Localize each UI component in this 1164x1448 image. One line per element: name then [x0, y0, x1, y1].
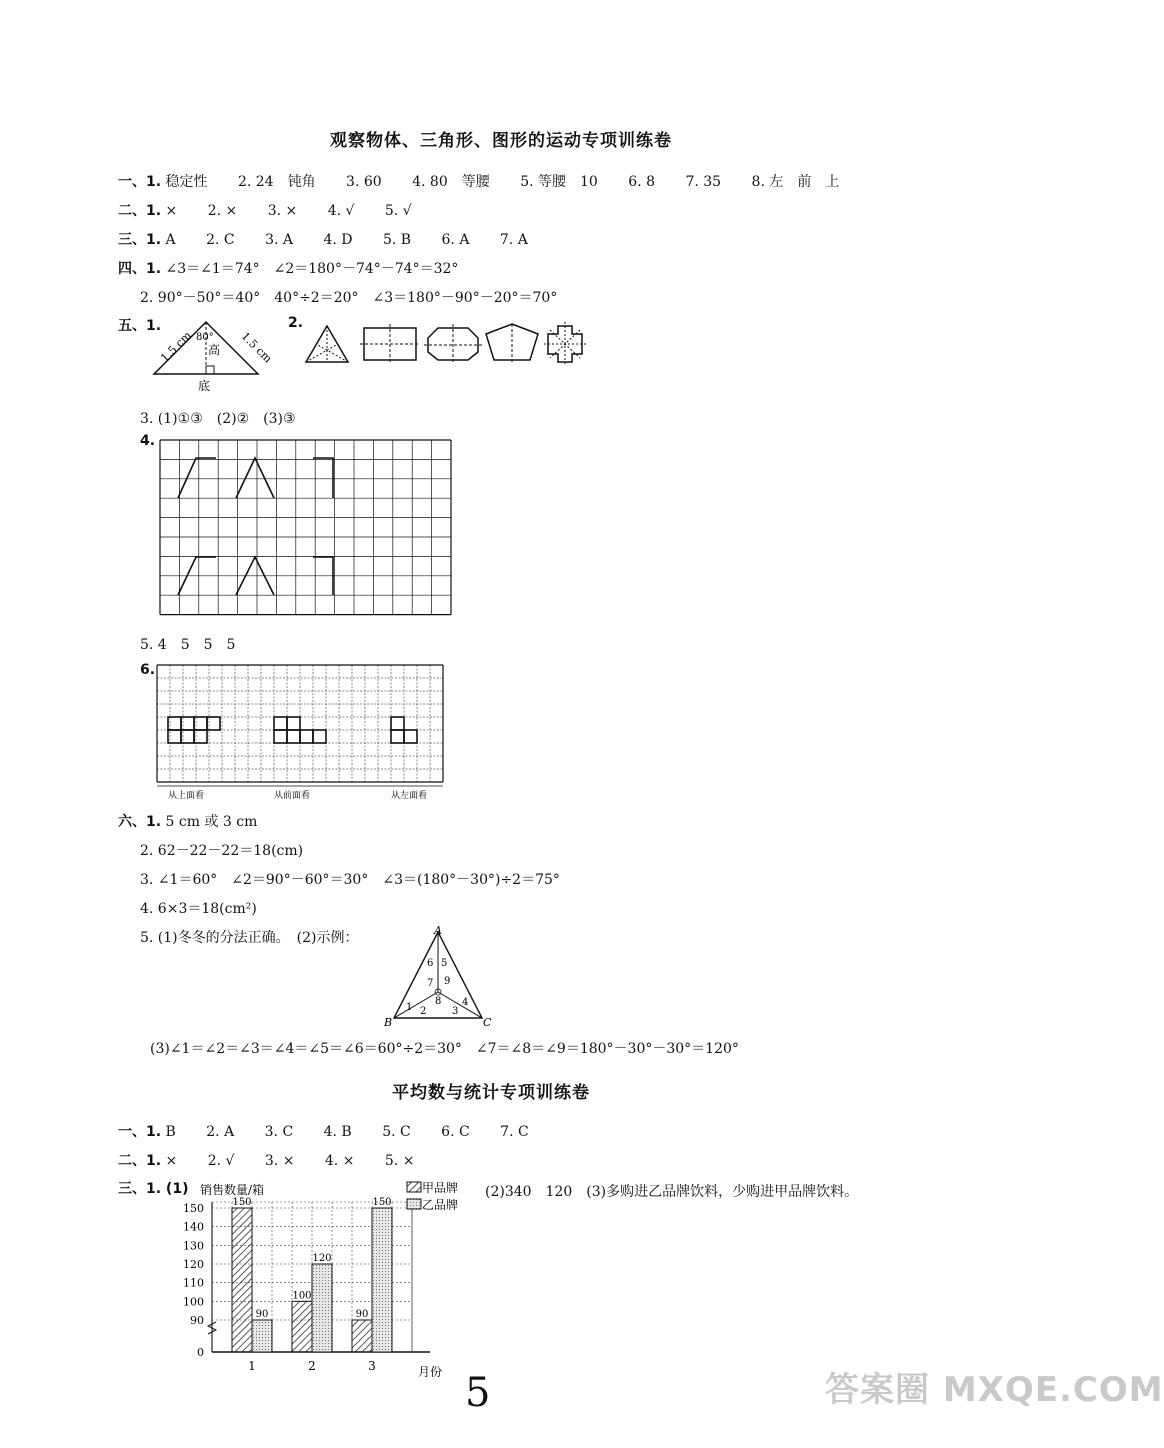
shape-top-left	[178, 458, 216, 498]
chart-ytick: 0	[197, 1346, 204, 1359]
chart-bar-label: 120	[312, 1253, 332, 1264]
legend-label-yi: 乙品牌	[422, 1198, 459, 1212]
s2-q1-label: 一、1.	[118, 1124, 162, 1140]
chart-ytick: 150	[183, 1202, 204, 1215]
s2-q1-item: 3. C	[264, 1124, 294, 1140]
tri-right-label: 1.5 cm	[238, 329, 275, 366]
star-triangle-shape	[306, 326, 348, 362]
triangle-figure	[150, 318, 275, 396]
chart-ylabel: 销售数量/箱	[200, 1183, 265, 1197]
legend-swatch-jia	[407, 1182, 421, 1192]
s1-q5-sub2: 2.	[288, 315, 304, 331]
chart-ytick: 100	[183, 1295, 204, 1309]
angle-6: 6	[427, 958, 434, 969]
s1-q3-label: 三、1.	[118, 232, 162, 248]
s1-q4-line2: 2. 90°－50°＝40° 40°÷2＝20° ∠3＝180°－90°－20°＝70°	[140, 290, 558, 306]
pentagon-shape	[486, 324, 538, 364]
tri-height-label: 高	[208, 343, 221, 357]
s1-q5-sub3: 3. (1)①③ (2)② (3)③	[140, 411, 296, 427]
s1-q1-item: 2. 24 钝角	[237, 174, 316, 190]
view-front-blocks	[274, 717, 326, 743]
s1-q6-line4: 4. 6×3＝18(cm²)	[140, 901, 257, 917]
chart-bar-label: 150	[372, 1197, 392, 1208]
s1-q6-line2: 2. 62－22－22＝18(cm)	[140, 843, 304, 859]
shape-top-right	[313, 458, 333, 498]
vertex-b: B	[384, 1016, 393, 1029]
s1-q6-line3: 3. ∠1＝60° ∠2＝90°－60°＝30° ∠3＝(180°－30°)÷2＝75°	[140, 872, 560, 888]
s1-q3-item: 3. A	[265, 232, 293, 248]
chart-bar	[252, 1320, 272, 1352]
watermark-logo: 答案圈 MXQE.COM	[825, 1370, 1164, 1410]
angle-8: 8	[435, 996, 442, 1007]
chart-ytick: 110	[183, 1276, 204, 1290]
chart-bar-label: 90	[355, 1309, 369, 1320]
s1-q6-line5: 5. (1)冬冬的分法正确。 (2)示例：	[140, 930, 359, 946]
translation-grid	[158, 440, 448, 616]
s1-q3-item: 5. B	[382, 232, 412, 248]
s2-q2-item: 2. √	[207, 1153, 235, 1169]
s2-q2-item: ×	[165, 1153, 178, 1169]
s2-q1-item: 2. A	[206, 1124, 235, 1140]
chart-bar-label: 150	[232, 1197, 252, 1208]
chart-ytick: 130	[183, 1239, 204, 1253]
s1-q6-line1	[118, 811, 257, 831]
s2-q1-item: 6. C	[441, 1124, 470, 1140]
vertex-c: C	[483, 1016, 492, 1029]
view-label-left: 从左面看	[391, 791, 428, 801]
page-number: 5	[465, 1370, 491, 1416]
s1-q2-row	[118, 200, 438, 220]
grid-lines	[160, 440, 451, 615]
legend-swatch-yi	[407, 1199, 421, 1209]
chart-bars	[232, 1197, 392, 1352]
s1-q5-sub6: 6.	[140, 662, 156, 678]
s2-q1-item: B	[165, 1124, 176, 1140]
s1-q4-line1	[118, 258, 458, 278]
s1-q3-item: 6. A	[441, 232, 470, 248]
equilateral-triangle-figure	[380, 922, 500, 1032]
s2-q1-row	[118, 1121, 555, 1141]
views-grid	[156, 664, 448, 804]
chart-xtick: 2	[308, 1359, 316, 1373]
view-label-top: 从上面看	[168, 791, 205, 801]
s2-q2-item: 5. ×	[384, 1153, 415, 1169]
tri-left-label: 1.5 cm	[158, 328, 194, 365]
chart-xtick: 3	[368, 1359, 376, 1373]
angle-4: 4	[462, 997, 469, 1008]
s1-q1-item: 7. 35	[685, 174, 722, 190]
view-top-blocks	[168, 717, 220, 743]
section1-title: 观察物体、三角形、图形的运动专项训练卷	[330, 131, 672, 151]
section2-title: 平均数与统计专项训练卷	[392, 1083, 590, 1103]
chart-legend	[406, 1180, 486, 1214]
s1-q2-item: ×	[165, 203, 178, 219]
s1-q1-row	[118, 171, 865, 191]
angle-2: 2	[420, 1006, 427, 1017]
s1-q4-label: 四、1.	[118, 261, 162, 277]
chart-bar-label: 90	[255, 1309, 269, 1320]
s1-q1-item: 6. 8	[628, 174, 655, 190]
s2-q2-label: 二、1.	[118, 1153, 162, 1169]
s1-q1-item: 稳定性	[165, 174, 208, 190]
s1-q1-item: 5. 等腰 10	[520, 174, 598, 190]
s1-q2-item: 3. ×	[267, 203, 298, 219]
s1-q6-text1: 5 cm 或 3 cm	[165, 814, 258, 830]
chart-ytick: 140	[183, 1220, 204, 1234]
chart-ytick: 90	[190, 1314, 204, 1327]
s2-q2-item: 4. ×	[324, 1153, 355, 1169]
angle-1: 1	[406, 1002, 413, 1013]
s1-q5-sub4: 4.	[140, 433, 156, 449]
s2-q1-item: 5. C	[382, 1124, 411, 1140]
s1-q5-label: 五、1.	[118, 318, 162, 334]
s1-q2-item: 2. ×	[207, 203, 238, 219]
s1-q1-label: 一、1.	[118, 174, 162, 190]
vertex-a: A	[434, 924, 442, 937]
legend-label-jia: 甲品牌	[422, 1181, 459, 1195]
angle-5: 5	[441, 958, 448, 969]
angle-7: 7	[427, 978, 434, 989]
s1-q5-sub5: 5. 4 5 5 5	[140, 637, 236, 653]
chart-bar-label: 100	[292, 1290, 312, 1302]
s2-q1-item: 7. C	[500, 1124, 529, 1140]
angle-3: 3	[452, 1006, 459, 1017]
view-left-blocks	[391, 717, 417, 743]
s1-q6-label: 六、1.	[118, 814, 162, 830]
tri-base-label: 底	[198, 379, 211, 393]
s1-q2-item: 4. √	[327, 203, 355, 219]
symmetry-shapes	[300, 318, 610, 368]
s2-q3-answer: (2)340 120 (3)多购进乙品牌饮料，少购进甲品牌饮料。	[485, 1184, 859, 1200]
s1-q3-item: 2. C	[206, 232, 235, 248]
s2-q3-label: 三、1. (1)	[118, 1181, 189, 1197]
s2-q2-row	[118, 1150, 440, 1170]
chart-bar	[292, 1301, 312, 1352]
chart-ytick: 120	[183, 1258, 204, 1271]
s2-q2-item: 3. ×	[264, 1153, 295, 1169]
cross-shape	[544, 322, 586, 366]
s1-q2-item: 5. √	[384, 203, 412, 219]
chart-bar	[232, 1208, 252, 1352]
shape-top-middle	[236, 458, 274, 498]
s1-q1-item: 4. 80 等腰	[412, 174, 490, 190]
s1-q3-row	[118, 229, 554, 249]
s2-q1-item: 4. B	[323, 1124, 352, 1140]
chart-xlabel: 月份	[418, 1365, 443, 1379]
s1-q1-item: 8. 左 前 上	[751, 174, 840, 190]
view-label-front: 从前面看	[274, 791, 311, 801]
s1-q2-label: 二、1.	[118, 203, 162, 219]
angle-9: 9	[444, 976, 451, 987]
tri-angle-label: 80°	[196, 332, 214, 343]
right-angle-mark	[206, 366, 214, 374]
s1-q3-item: A	[165, 232, 176, 248]
s1-q1-item: 3. 60	[346, 174, 382, 190]
chart-bar	[352, 1320, 372, 1352]
chart-xtick: 1	[248, 1359, 256, 1373]
octagon-shape	[424, 324, 482, 364]
s1-q3-item: 7. A	[499, 232, 528, 248]
rectangle-shape	[360, 324, 420, 364]
s1-q3-item: 4. D	[323, 232, 353, 248]
chart-bar	[372, 1208, 392, 1352]
s1-q6-line6: (3)∠1＝∠2＝∠3＝∠4＝∠5＝∠6＝60°÷2＝30° ∠7＝∠8＝∠9＝180°－30°－30°＝120°	[150, 1041, 739, 1057]
s1-q4-text1: ∠3＝∠1＝74° ∠2＝180°－74°－74°＝32°	[165, 261, 459, 277]
chart-bar	[312, 1264, 332, 1352]
